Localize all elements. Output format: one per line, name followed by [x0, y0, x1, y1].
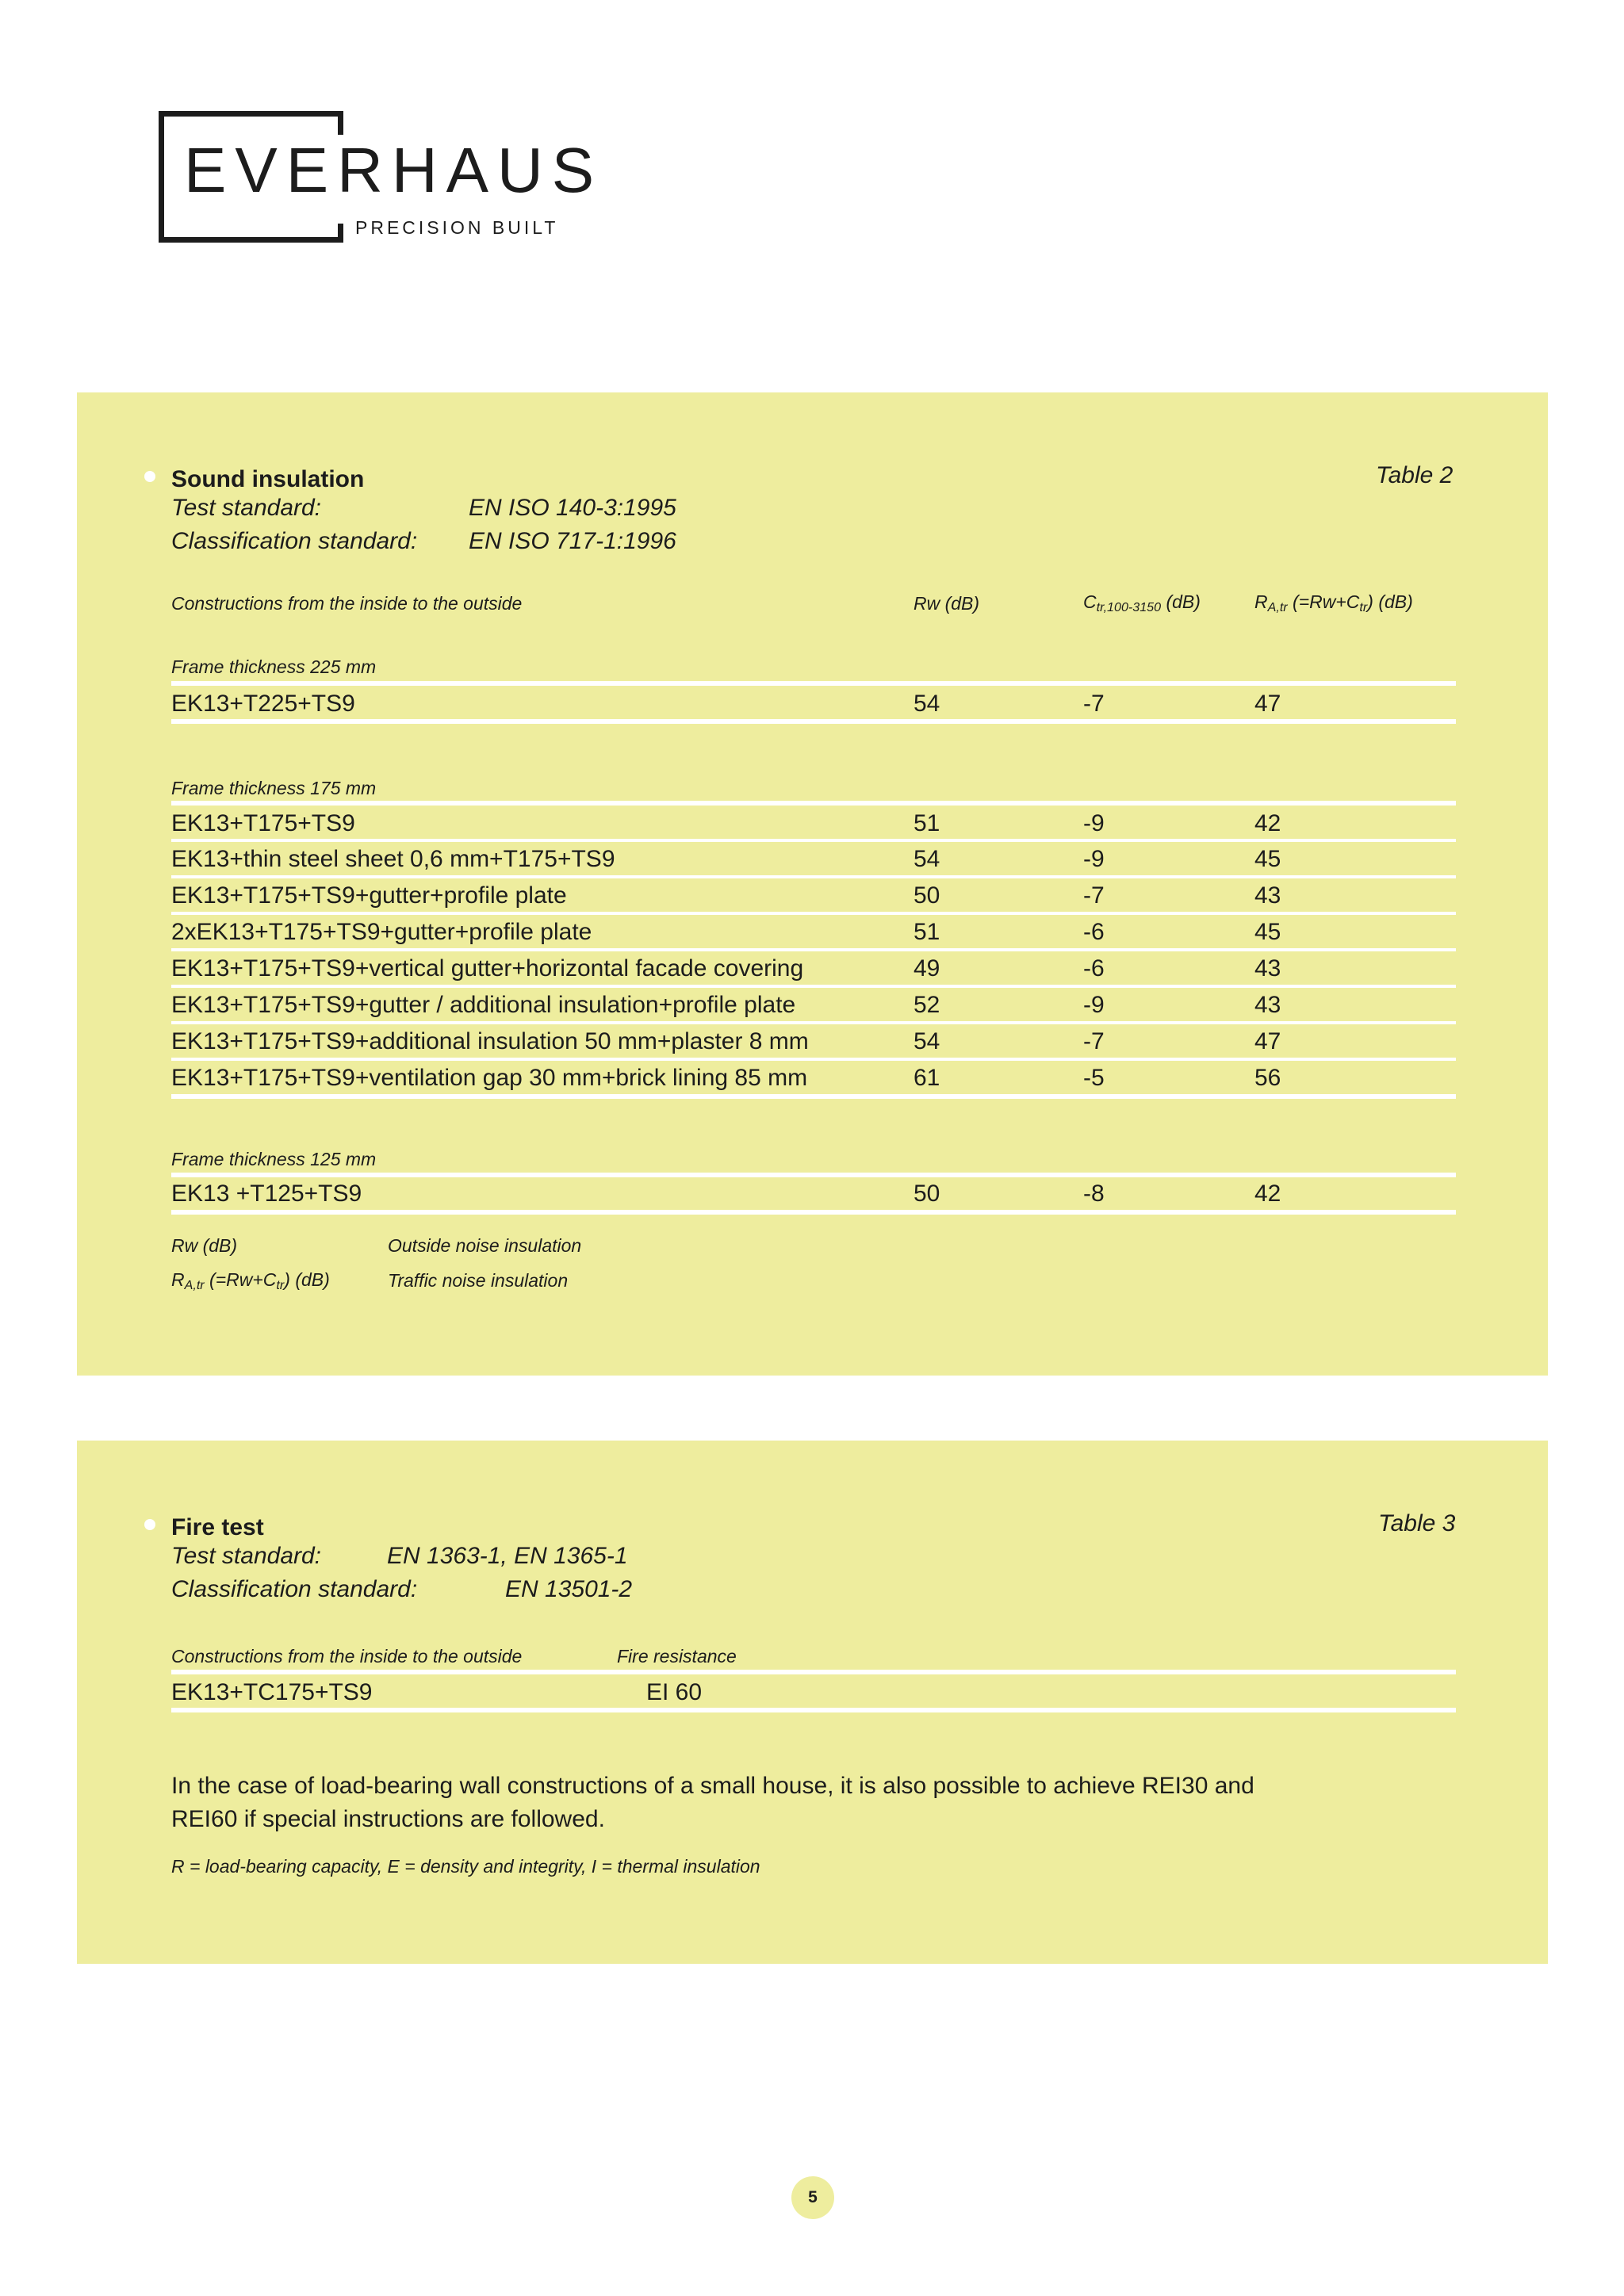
fire-paragraph-line: REI60 if special instructions are followed. [171, 1806, 605, 1832]
fire-classification-standard-value: EN 13501-2 [505, 1576, 633, 1602]
divider [171, 681, 1456, 686]
divider [171, 875, 1456, 878]
test-standard-label: Test standard: [171, 495, 322, 521]
divider [171, 1021, 1456, 1024]
fire-cell-construction: EK13+TC175+TS9 [171, 1679, 373, 1705]
fire-test-standard-value: EN 1363-1, EN 1365-1 [387, 1543, 628, 1569]
header-rw: Rw (dB) [914, 593, 980, 614]
fire-header-construction: Constructions from the inside to the outside [171, 1646, 523, 1667]
cell-ctr: -9 [1083, 846, 1105, 872]
cell-ctr: -6 [1083, 955, 1105, 982]
cell-ratr: 42 [1254, 810, 1281, 836]
cell-ratr: 45 [1254, 919, 1281, 945]
cell-construction: EK13+T225+TS9 [171, 691, 355, 717]
classification-standard-value: EN ISO 717-1:1996 [469, 528, 676, 554]
cell-ctr: -9 [1083, 992, 1105, 1018]
cell-ratr: 56 [1254, 1065, 1281, 1091]
cell-ratr: 42 [1254, 1181, 1281, 1207]
cell-ctr: -7 [1083, 691, 1105, 717]
divider [171, 1173, 1456, 1177]
cell-rw: 50 [914, 882, 940, 909]
table-3-label: Table 3 [1378, 1510, 1456, 1536]
fire-test-standard-label: Test standard: [171, 1543, 322, 1569]
divider [171, 1210, 1456, 1215]
cell-construction: EK13+thin steel sheet 0,6 mm+T175+TS9 [171, 846, 615, 872]
divider [171, 1058, 1456, 1061]
fire-paragraph-line: In the case of load-bearing wall constructions of a small house, it is also possible to achieve REI30 and [171, 1773, 1254, 1799]
group-label: Frame thickness 125 mm [171, 1149, 377, 1169]
divider [171, 801, 1456, 806]
divider [171, 985, 1456, 988]
legend-ratr-term: $R_{A,tr}$ $(=Rw+C_{tr})$ (dB) [171, 1269, 330, 1293]
divider [171, 912, 1456, 915]
legend-ratr-desc: Traffic noise insulation [388, 1270, 569, 1291]
fire-classification-standard-label: Classification standard: [171, 1576, 418, 1602]
cell-construction: EK13 +T125+TS9 [171, 1181, 362, 1207]
cell-ratr: 47 [1254, 1028, 1281, 1054]
group-label: Frame thickness 225 mm [171, 656, 377, 677]
divider [171, 1670, 1456, 1674]
header-construction: Constructions from the inside to the outside [171, 593, 523, 614]
header-ctr: $C_{tr,100-3150}$ (dB) [1083, 591, 1201, 615]
table-2-label: Table 2 [1376, 462, 1454, 488]
cell-construction: EK13+T175+TS9+ventilation gap 30 mm+brick lining 85 mm [171, 1065, 808, 1091]
divider [171, 1708, 1456, 1712]
cell-construction: EK13+T175+TS9+vertical gutter+horizontal facade covering [171, 955, 804, 982]
classification-standard-label: Classification standard: [171, 528, 418, 554]
logo-wordmark: EVERHAUS [184, 135, 603, 205]
fire-header-resistance: Fire resistance [617, 1646, 737, 1667]
cell-construction: EK13+T175+TS9+additional insulation 50 mm+plaster 8 mm [171, 1028, 809, 1054]
page-number: 5 [791, 2176, 834, 2219]
cell-ctr: -9 [1083, 810, 1105, 836]
legend-rw-desc: Outside noise insulation [388, 1235, 582, 1256]
cell-rw: 54 [914, 1028, 940, 1054]
divider [171, 1094, 1456, 1099]
fire-footnote: R = load-bearing capacity, E = density and integrity, I = thermal insulation [171, 1856, 760, 1877]
legend-rw-term: Rw (dB) [171, 1235, 238, 1256]
cell-construction: EK13+T175+TS9+gutter+profile plate [171, 882, 567, 909]
cell-ctr: -5 [1083, 1065, 1105, 1091]
group-label: Frame thickness 175 mm [171, 778, 377, 798]
cell-rw: 50 [914, 1181, 940, 1207]
cell-rw: 54 [914, 691, 940, 717]
logo-tagline: PRECISION BUILT [355, 217, 559, 238]
cell-ratr: 47 [1254, 691, 1281, 717]
cell-ctr: -8 [1083, 1181, 1105, 1207]
cell-ratr: 43 [1254, 882, 1281, 909]
cell-rw: 61 [914, 1065, 940, 1091]
cell-ratr: 43 [1254, 955, 1281, 982]
cell-rw: 51 [914, 919, 940, 945]
cell-ratr: 45 [1254, 846, 1281, 872]
sound-title: Sound insulation [171, 466, 365, 492]
test-standard-value: EN ISO 140-3:1995 [469, 495, 676, 521]
cell-construction: 2xEK13+T175+TS9+gutter+profile plate [171, 919, 592, 945]
bullet-icon [144, 471, 155, 482]
cell-construction: EK13+T175+TS9+gutter / additional insulation+profile plate [171, 992, 796, 1018]
cell-rw: 52 [914, 992, 940, 1018]
bullet-icon [144, 1519, 155, 1530]
fire-paragraph [171, 1770, 1440, 1836]
fire-cell-resistance: EI 60 [646, 1679, 703, 1705]
cell-construction: EK13+T175+TS9 [171, 810, 355, 836]
divider [171, 719, 1456, 724]
cell-ctr: -7 [1083, 882, 1105, 909]
cell-ctr: -6 [1083, 919, 1105, 945]
fire-title: Fire test [171, 1514, 264, 1540]
cell-ctr: -7 [1083, 1028, 1105, 1054]
cell-rw: 54 [914, 846, 940, 872]
divider [171, 839, 1456, 842]
cell-rw: 49 [914, 955, 940, 982]
divider [171, 948, 1456, 951]
cell-rw: 51 [914, 810, 940, 836]
cell-ratr: 43 [1254, 992, 1281, 1018]
header-ratr: $R_{A,tr}$ $(=Rw+C_{tr})$ (dB) [1254, 591, 1413, 615]
